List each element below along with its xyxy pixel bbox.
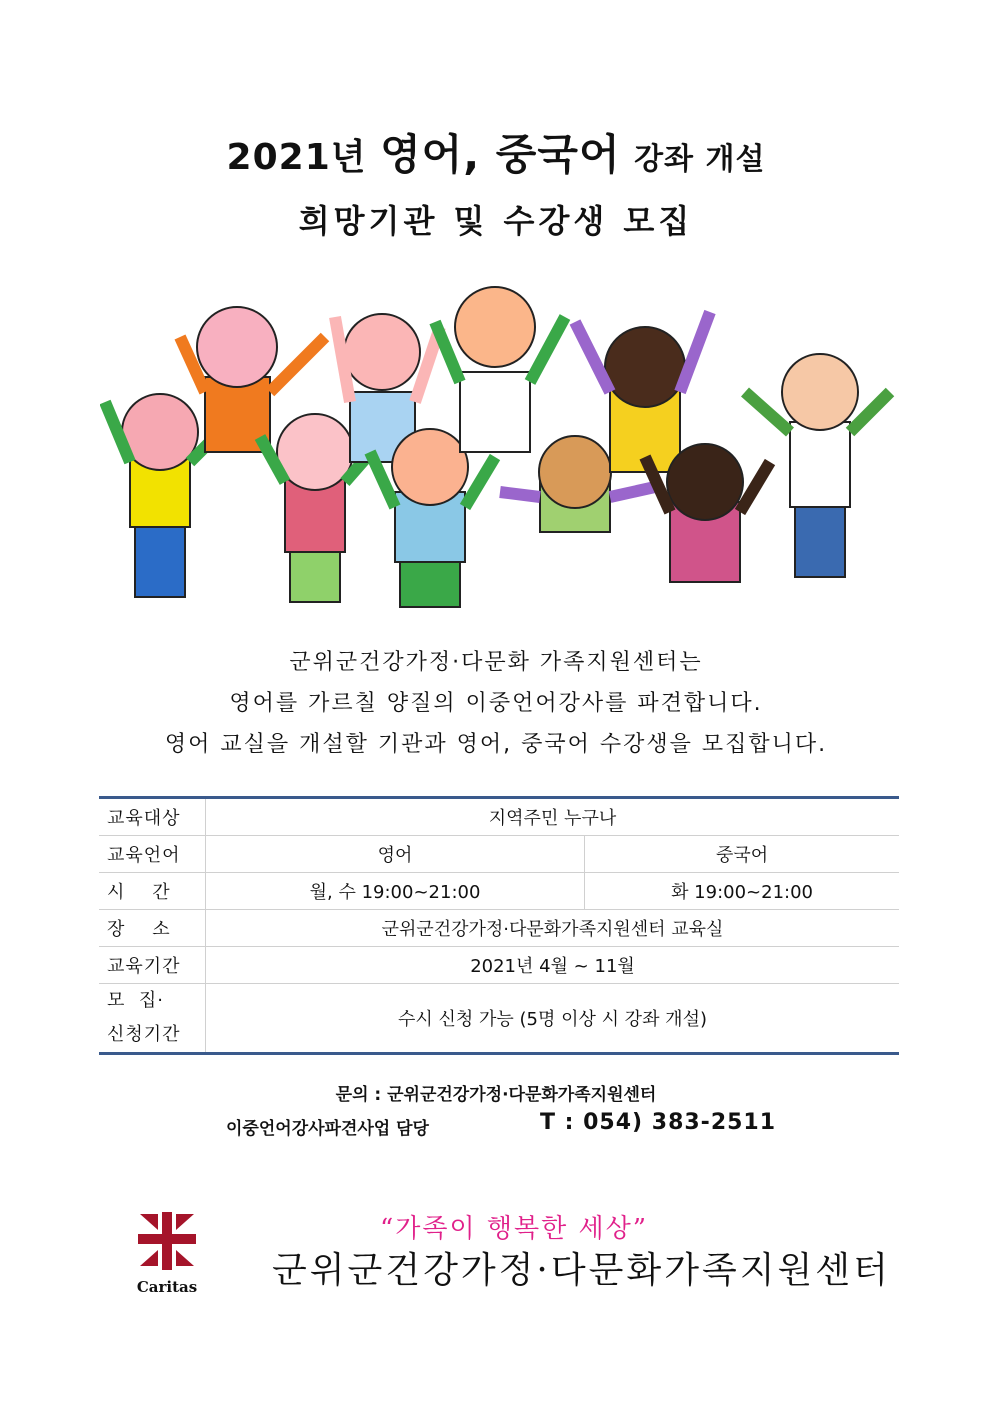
table-row (99, 984, 899, 1054)
target-label: 교육대상 (99, 798, 206, 836)
course-info-table (99, 796, 899, 1055)
apply-label-line-1: 모 집· (107, 990, 164, 1011)
department-text: 이중언어강사파견사업 담당 (226, 1119, 429, 1139)
slogan: “가족이 행복한 세상” (380, 1214, 649, 1244)
table-row (99, 873, 899, 910)
title-course: 강좌 개설 (634, 142, 766, 177)
title-year: 2021년 (226, 137, 367, 178)
title-subjects: 영어, 중국어 (380, 130, 621, 179)
intro-line-2: 영어를 가르칠 양질의 이중언어강사를 파견합니다. (229, 691, 763, 716)
apply-value: 수시 신청 가능 (5명 이상 시 강좌 개설) (206, 984, 900, 1054)
center-name: 군위군건강가정·다문화가족지원센터 (272, 1250, 891, 1291)
main-title (0, 122, 992, 182)
table-row (99, 836, 899, 873)
table-row (99, 947, 899, 984)
place-label: 장 소 (99, 910, 206, 947)
caritas-logo-text: Caritas (136, 1278, 198, 1296)
target-value: 지역주민 누구나 (206, 798, 900, 836)
place-value: 군위군건강가정·다문화가족지원센터 교육실 (206, 910, 900, 947)
period-value: 2021년 4월 ~ 11월 (206, 947, 900, 984)
inquiry-text: 문의 : 군위군건강가정·다문화가족지원센터 (335, 1085, 657, 1105)
children-illustration (100, 282, 900, 612)
caritas-logo (134, 1208, 200, 1298)
time-english: 월, 수 19:00~21:00 (206, 873, 585, 910)
subtitle: 희망기관 및 수강생 모집 (298, 202, 694, 240)
intro-text (0, 642, 992, 765)
intro-line-3: 영어 교실을 개설할 기관과 영어, 중국어 수강생을 모집합니다. (164, 732, 828, 757)
intro-line-1: 군위군건강가정·다문화 가족지원센터는 (289, 650, 703, 675)
phone-number: T : 054) 383-2511 (540, 1110, 777, 1135)
time-chinese: 화 19:00~21:00 (585, 873, 899, 910)
language-label: 교육언어 (99, 836, 206, 873)
language-english: 영어 (206, 836, 585, 873)
period-label: 교육기간 (99, 947, 206, 984)
apply-label-line-2: 신청기간 (107, 1024, 181, 1045)
table-row (99, 910, 899, 947)
table-row (99, 798, 899, 836)
time-label: 시 간 (99, 873, 206, 910)
apply-label (99, 984, 206, 1054)
language-chinese: 중국어 (585, 836, 899, 873)
